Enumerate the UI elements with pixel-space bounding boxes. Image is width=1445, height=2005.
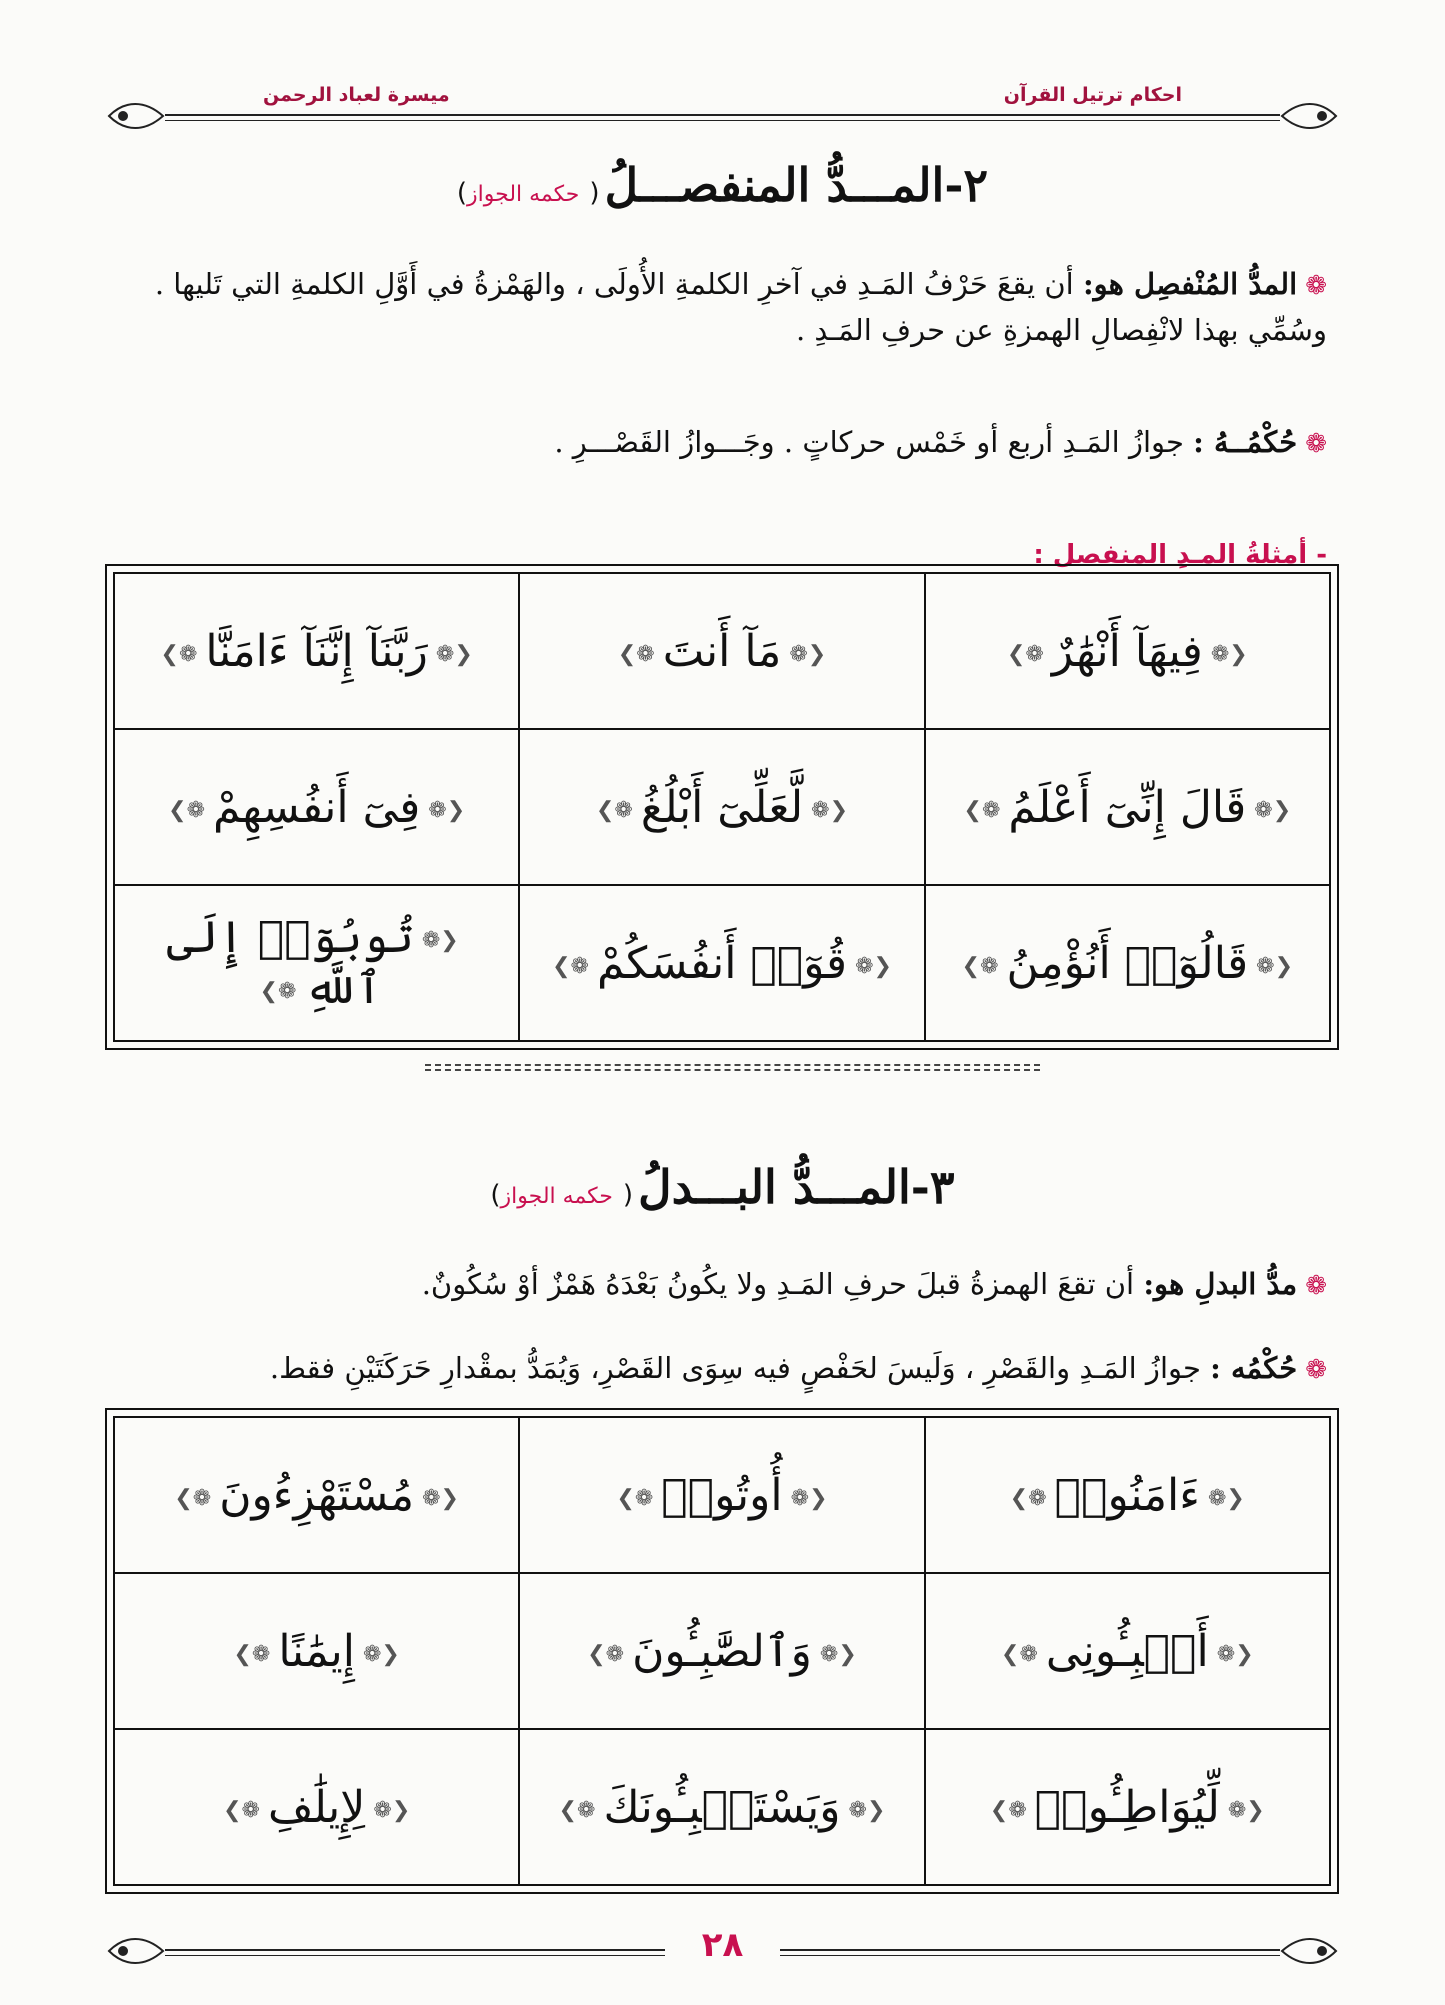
section3-rule-text: جوازُ المَـدِ والقَصْرِ ، وَلَيسَ لحَفْصٍ فيه سِوَى القَصْرِ، وَيُمَدُّ بمقْدارِ حَرَكَتَيْنِ فقط. [269, 1351, 1201, 1385]
section2-title: ٢-المـــدُّ المنفصـــلُ [604, 158, 989, 212]
page-header [105, 80, 1340, 140]
example-cell: ❮❁وَيَسْتَنۢبِـُٔونَكَ❁❯ [519, 1729, 924, 1885]
section3-definition [107, 1262, 1327, 1308]
section2-rule-term: حُكْمُــهُ : [1193, 425, 1298, 459]
section3-title: ٣-المـــدُّ البـــدلُ [638, 1160, 955, 1214]
section2-definition [107, 262, 1327, 352]
section-divider [425, 1064, 1040, 1071]
section2-examples-heading: - أمثلةُ المـدِ المنفصل : [1033, 540, 1327, 570]
table-row [114, 1729, 1330, 1885]
example-cell: ❮❁ءَامَنُوا۟❁❯ [925, 1417, 1330, 1573]
example-cell: ❮❁رَبَّنَآ إِنَّنَآ ءَامَنَّا❁❯ [114, 573, 519, 729]
table-row [114, 573, 1330, 729]
example-cell: ❮❁فِيهَآ أَنْهَٰرٌ❁❯ [925, 573, 1330, 729]
section3-examples-table [113, 1416, 1331, 1886]
example-cell: ❮❁مُسْتَهْزِءُونَ❁❯ [114, 1417, 519, 1573]
flower-bullet-icon: ❁ [1305, 271, 1327, 301]
example-cell: ❮❁لَّعَلِّىٓ أَبْلُغُ❁❯ [519, 729, 924, 885]
flower-bullet-icon: ❁ [1305, 1271, 1327, 1301]
example-cell: ❮❁قَالُوٓا۟ أَنُؤْمِنُ❁❯ [925, 885, 1330, 1041]
flower-bullet-icon: ❁ [1305, 1355, 1327, 1385]
ornament-left-icon [105, 96, 165, 136]
header-book-title: احكام ترتيل القرآن [996, 84, 1190, 106]
section3-title-row: ٣-المـــدُّ البـــدلُ (حكمه الجواز) [490, 1160, 955, 1214]
section3-def-text: أن تقعَ الهمزةُ قبلَ حرفِ المَـدِ ولا يكُونُ بَعْدَهُ هَمْزٌ أوْ سُكُونٌ. [421, 1267, 1135, 1301]
page-number: ٢٨ [665, 1925, 780, 1965]
section2-title-row: ٢-المـــدُّ المنفصـــلُ (حكمه الجواز) [456, 158, 989, 212]
section3-rule-term: حُكْمُه : [1210, 1351, 1298, 1385]
page-footer [105, 1925, 1340, 1975]
table-row [114, 729, 1330, 885]
section3-ruling [107, 1346, 1327, 1392]
example-cell: ❮❁لِإِيلَٰفِ❁❯ [114, 1729, 519, 1885]
example-cell: ❮❁تُوبُوٓا۟ إِلَى ٱللَّهِ❁❯ [114, 885, 519, 1041]
section2-examples-table [113, 572, 1331, 1042]
section3-ruling-tag: حكمه الجواز [500, 1184, 613, 1209]
example-cell: ❮❁مَآ أَنتَ❁❯ [519, 573, 924, 729]
table-row [114, 1417, 1330, 1573]
example-cell: ❮❁أُوتُوا۟❁❯ [519, 1417, 924, 1573]
section2-ruling [107, 420, 1327, 466]
section3-def-term: مدُّ البدلِ هو: [1143, 1267, 1298, 1301]
ornament-right-icon [1280, 1931, 1340, 1971]
example-cell: ❮❁قُوٓا۟ أَنفُسَكُمْ❁❯ [519, 885, 924, 1041]
header-series-title: ميسرة لعباد الرحمن [255, 84, 458, 106]
example-cell: ❮❁قَالَ إِنِّىٓ أَعْلَمُ❁❯ [925, 729, 1330, 885]
example-cell: ❮❁فِىٓ أَنفُسِهِمْ❁❯ [114, 729, 519, 885]
section2-ruling-tag: حكمه الجواز [467, 182, 580, 207]
example-cell: ❮❁لِّيُوَاطِـُٔوا۟❁❯ [925, 1729, 1330, 1885]
ornament-right-icon [1280, 96, 1340, 136]
section2-def-term: المدُّ المُنْفصِل هو: [1082, 267, 1298, 301]
section2-def-text: أن يقعَ حَرْفُ المَـدِ في آخرِ الكلمةِ الأُولَى ، والهَمْزةُ في أَوَّلِ الكلمةِ التي تَليها . وسُمِّي بهذا لانْفِصالِ الهمزةِ عن حرفِ المَـدِ . [154, 267, 1327, 347]
table-row [114, 1573, 1330, 1729]
flower-bullet-icon: ❁ [1305, 429, 1327, 459]
example-cell: ❮❁وَٱلصَّٰبِـُٔونَ❁❯ [519, 1573, 924, 1729]
example-cell: ❮❁أَنۢبِـُٔونِى❁❯ [925, 1573, 1330, 1729]
header-rule [165, 114, 1280, 121]
table-row [114, 885, 1330, 1041]
ornament-left-icon [105, 1931, 165, 1971]
example-cell: ❮❁إِيمَٰنًا❁❯ [114, 1573, 519, 1729]
section2-rule-text: جوازُ المَـدِ أربع أو خَمْس حركاتٍ . وجَـــوازُ القَصْـــرِ . [554, 425, 1184, 459]
